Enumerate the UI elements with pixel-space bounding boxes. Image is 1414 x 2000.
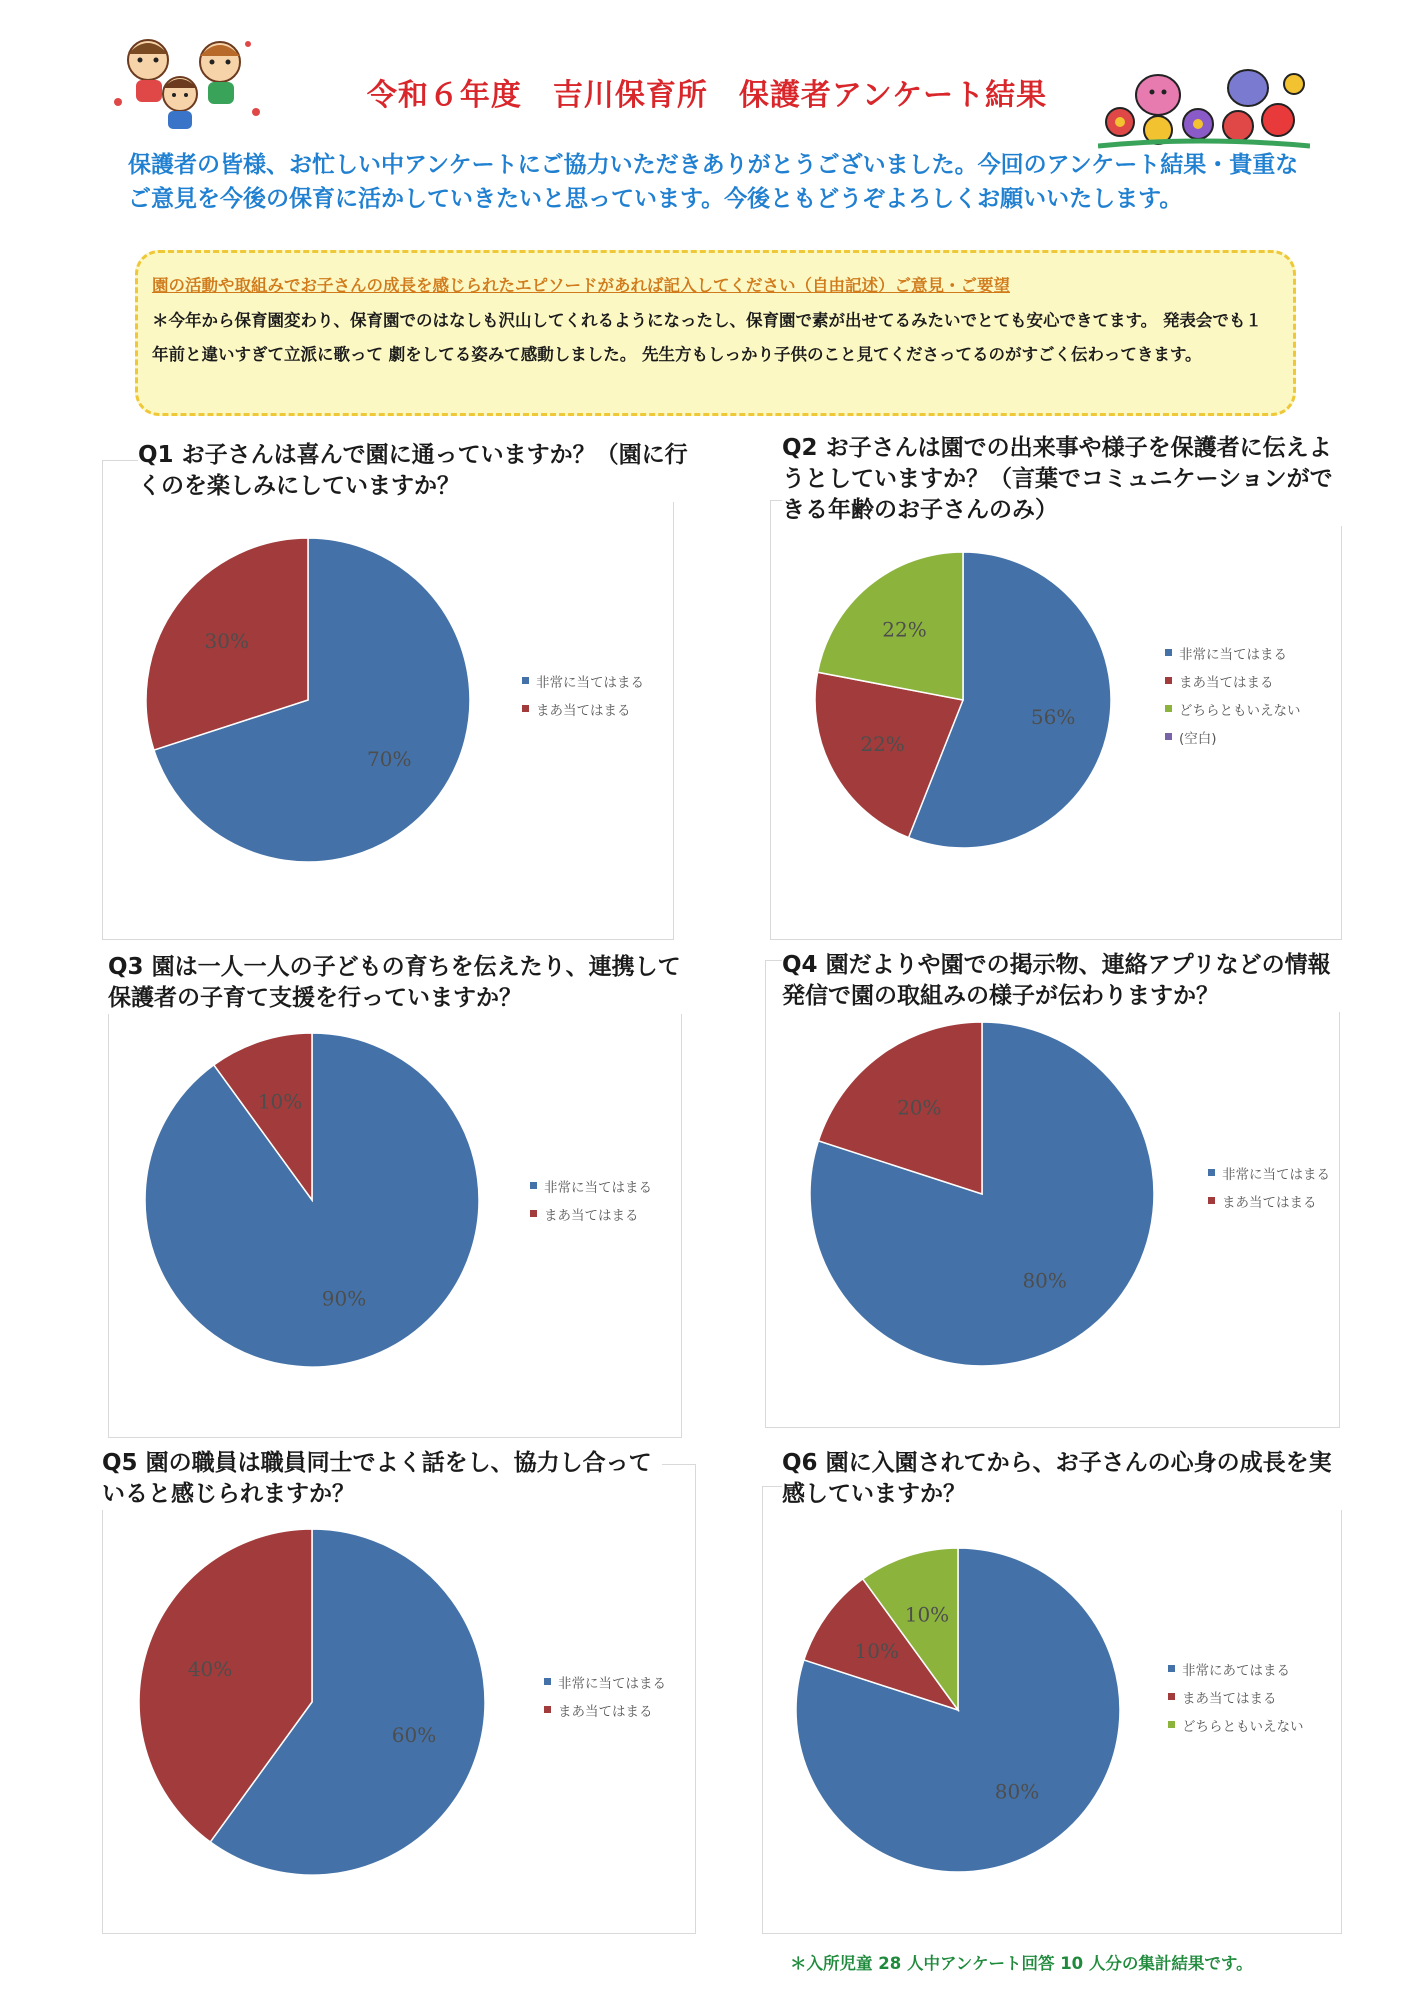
legend-label-q2-2: まあ当てはまる	[1179, 675, 1274, 691]
legend-label-q1-1: 非常に当てはまる	[536, 675, 644, 691]
chart-title-q2: Q2 お子さんは園での出来事や様子を保護者に伝えようとしていますか？（言葉でコミュニケーションができる年齢のお子さんのみ）	[782, 433, 1342, 526]
chart-title-q6: Q6 園に入園されてから、お子さんの心身の成長を実感していますか？	[782, 1448, 1342, 1510]
data-label-q3-1: 90%	[321, 1286, 367, 1311]
legend-marker-q6-1	[1168, 1665, 1175, 1672]
legend-marker-q6-3	[1168, 1721, 1175, 1728]
data-label-q6-2: 10%	[854, 1638, 899, 1663]
feedback-heading: 園の活動や取組みでお子さんの成長を感じられたエピソードがあれば記入してください（自由記述）ご意見・ご要望	[152, 276, 1010, 295]
legend-label-q3-2: まあ当てはまる	[544, 1208, 639, 1224]
data-label-q2-1: 56%	[1030, 705, 1076, 730]
legend-label-q4-1: 非常に当てはまる	[1222, 1167, 1330, 1183]
chart-title-q3: Q3 園は一人一人の子どもの育ちを伝えたり、連携して保護者の子育て支援を行っていますか？	[108, 952, 688, 1014]
data-label-q5-2: 40%	[187, 1656, 233, 1681]
data-label-q5-1: 60%	[391, 1723, 437, 1748]
footer-note: ＊入所児童 28 人中アンケート回答 10 人分の集計結果です。	[790, 1954, 1253, 1973]
intro-text: 保護者の皆様、お忙しい中アンケートにご協力いただきありがとうございました。今回のアンケート結果・貴重なご意見を今後の保育に活かしていきたいと思っています。今後ともどうぞよろしくお願いいたします。	[128, 152, 1299, 212]
page-title: 令和６年度 吉川保育所 保護者アンケート結果	[366, 78, 1048, 113]
data-label-q6-1: 80%	[994, 1779, 1040, 1804]
data-label-q2-2: 22%	[860, 732, 905, 757]
data-label-q4-1: 80%	[1022, 1268, 1067, 1293]
legend-label-q6-3: どちらともいえない	[1182, 1719, 1304, 1735]
chart-title-q4: Q4 園だよりや園での掲示物、連絡アプリなどの情報発信で園の取組みの様子が伝わりますか？	[782, 950, 1342, 1012]
chart-title-q5: Q5 園の職員は職員同士でよく話をし、協力し合っていると感じられますか？	[102, 1448, 662, 1510]
legend-label-q4-2: まあ当てはまる	[1222, 1195, 1317, 1211]
legend-label-q2-3: どちらともいえない	[1179, 703, 1301, 719]
legend-label-q2-1: 非常に当てはまる	[1179, 647, 1287, 663]
legend-label-q3-1: 非常に当てはまる	[544, 1180, 652, 1196]
legend-label-q5-1: 非常に当てはまる	[558, 1676, 666, 1692]
data-label-q1-2: 30%	[204, 628, 249, 653]
legend-label-q5-2: まあ当てはまる	[558, 1704, 653, 1720]
data-label-q3-2: 10%	[257, 1089, 303, 1114]
data-label-q4-2: 20%	[897, 1095, 942, 1120]
legend-label-q6-1: 非常にあてはまる	[1182, 1663, 1290, 1679]
legend-marker-q6-2	[1168, 1693, 1175, 1700]
data-label-q6-3: 10%	[904, 1602, 950, 1627]
data-label-q1-1: 70%	[367, 747, 412, 772]
data-label-q2-3: 22%	[882, 617, 927, 642]
legend-label-q1-2: まあ当てはまる	[536, 703, 631, 719]
chart-title-q1: Q1 お子さんは喜んで園に通っていますか？（園に行くのを楽しみにしていますか？	[138, 440, 698, 502]
feedback-body: ＊今年から保育園変わり、保育園でのはなしも沢山してくれるようになったし、保育園で素が出せてるみたいでとても安心できてます。 発表会でも１年前と違いすぎて立派に歌って 劇をしてる姿みて感動しました。 先生方もしっかり子供のこと見てくださってるのがすごく伝わってきます。	[152, 311, 1262, 364]
legend-label-q6-2: まあ当てはまる	[1182, 1691, 1277, 1707]
legend-label-q2-4: (空白)	[1179, 731, 1217, 747]
